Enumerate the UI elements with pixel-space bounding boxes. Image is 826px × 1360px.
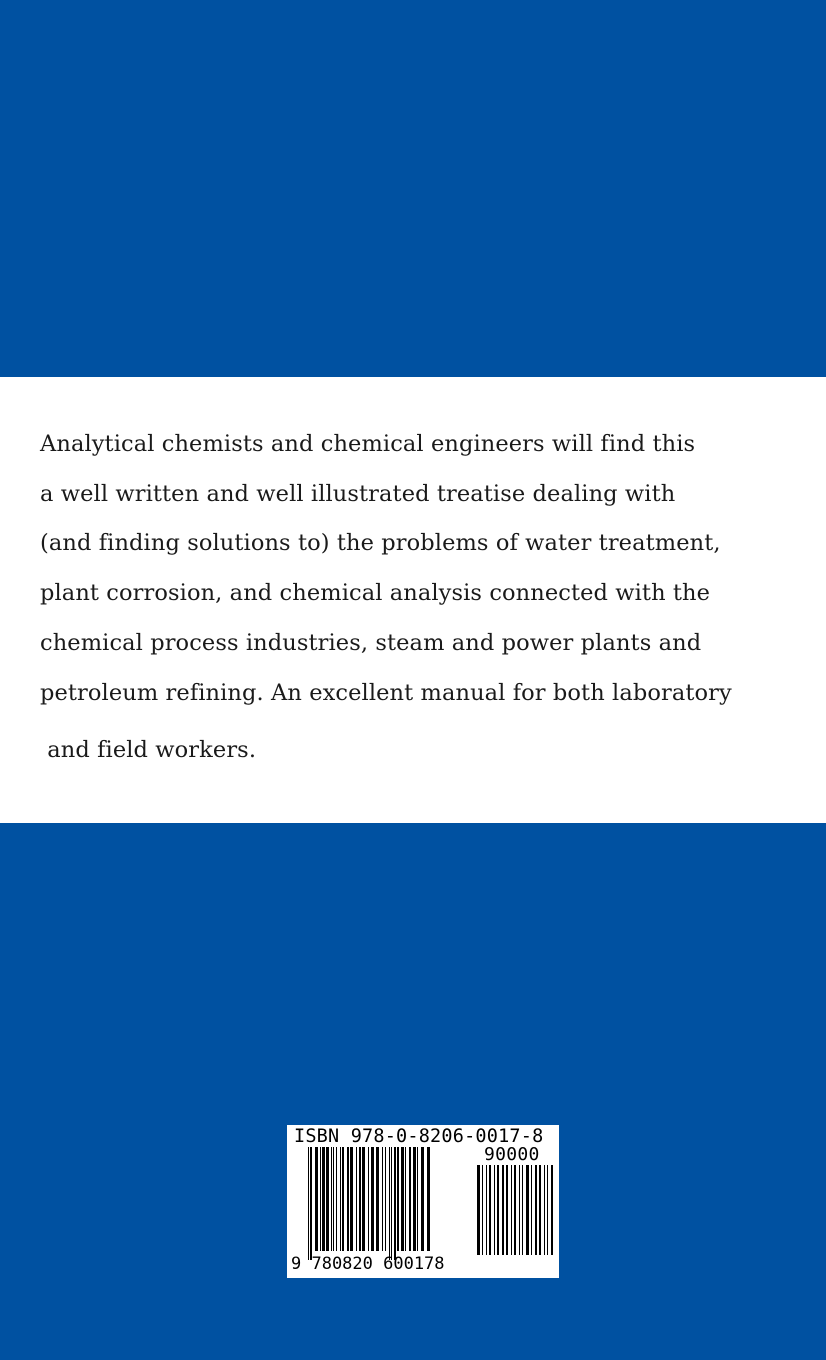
addon-bar bbox=[489, 1165, 491, 1255]
barcode-bar bbox=[322, 1147, 325, 1251]
barcode-bar bbox=[359, 1147, 361, 1251]
barcode-bar bbox=[401, 1147, 404, 1251]
addon-bar bbox=[535, 1165, 537, 1255]
ean-digits: 9 780820 600178 bbox=[291, 1254, 445, 1274]
addon-bar bbox=[486, 1165, 487, 1255]
barcode-bar bbox=[405, 1147, 406, 1251]
addon-bar bbox=[531, 1165, 532, 1255]
blurb-panel bbox=[0, 377, 826, 823]
barcode-bar bbox=[347, 1147, 349, 1251]
barcode-bar bbox=[394, 1147, 396, 1260]
addon-bar bbox=[551, 1165, 553, 1255]
barcode-bar bbox=[427, 1147, 430, 1251]
addon-bar bbox=[539, 1165, 541, 1255]
barcode-bar bbox=[389, 1147, 390, 1260]
barcode-bar bbox=[397, 1147, 399, 1251]
barcode-bar bbox=[350, 1147, 353, 1251]
addon-bar bbox=[506, 1165, 508, 1255]
addon-bar bbox=[497, 1165, 499, 1255]
blurb-line-1: Analytical chemists and chemical engineers will find this bbox=[40, 431, 696, 457]
addon-bar bbox=[477, 1165, 480, 1255]
barcode-bar bbox=[331, 1147, 332, 1251]
barcode-bar bbox=[320, 1147, 321, 1251]
addon-bar bbox=[519, 1165, 520, 1255]
addon-bar bbox=[511, 1165, 512, 1255]
addon-bar bbox=[482, 1165, 483, 1255]
barcode-bar bbox=[356, 1147, 357, 1251]
barcode-bar bbox=[421, 1147, 424, 1251]
barcode-bar bbox=[385, 1147, 386, 1251]
blurb-line-5: chemical process industries, steam and power plants and bbox=[40, 630, 702, 656]
barcode-bar bbox=[315, 1147, 318, 1251]
barcode-bar bbox=[391, 1147, 392, 1260]
barcode-bar bbox=[342, 1147, 344, 1251]
price-code: 90000 bbox=[484, 1144, 540, 1165]
blurb-line-6: petroleum refining. An excellent manual for both laboratory bbox=[40, 680, 732, 706]
barcode-bar bbox=[336, 1147, 337, 1251]
blurb-line-7: and field workers. bbox=[40, 737, 257, 763]
barcode-bar bbox=[368, 1147, 369, 1251]
blurb-line-3: (and finding solutions to) the problems of water treatment, bbox=[40, 530, 721, 556]
barcode-bar bbox=[376, 1147, 379, 1251]
addon-bar bbox=[544, 1165, 545, 1255]
addon-bar bbox=[547, 1165, 548, 1255]
addon-bar bbox=[494, 1165, 495, 1255]
barcode bbox=[287, 1125, 559, 1278]
barcode-bar bbox=[340, 1147, 341, 1251]
addon-bar bbox=[502, 1165, 504, 1255]
barcode-bar bbox=[417, 1147, 418, 1251]
barcode-bar bbox=[310, 1147, 312, 1260]
addon-bar bbox=[514, 1165, 516, 1255]
top-blue-panel bbox=[0, 0, 826, 377]
barcode-bar bbox=[326, 1147, 329, 1251]
addon-bar bbox=[526, 1165, 529, 1255]
barcode-bar bbox=[413, 1147, 416, 1251]
isbn-label: ISBN 978-0-8206-0017-8 bbox=[294, 1126, 544, 1147]
barcode-bar bbox=[371, 1147, 374, 1251]
barcode-bar bbox=[382, 1147, 383, 1251]
barcode-bar bbox=[308, 1147, 309, 1260]
barcode-bar bbox=[409, 1147, 411, 1251]
blurb-line-2: a well written and well illustrated treatise dealing with bbox=[40, 481, 676, 507]
barcode-bar bbox=[362, 1147, 365, 1251]
barcode-bar bbox=[333, 1147, 334, 1251]
bottom-blue-panel bbox=[0, 823, 826, 1360]
addon-bar bbox=[522, 1165, 523, 1255]
blurb-line-4: plant corrosion, and chemical analysis connected with the bbox=[40, 580, 711, 606]
